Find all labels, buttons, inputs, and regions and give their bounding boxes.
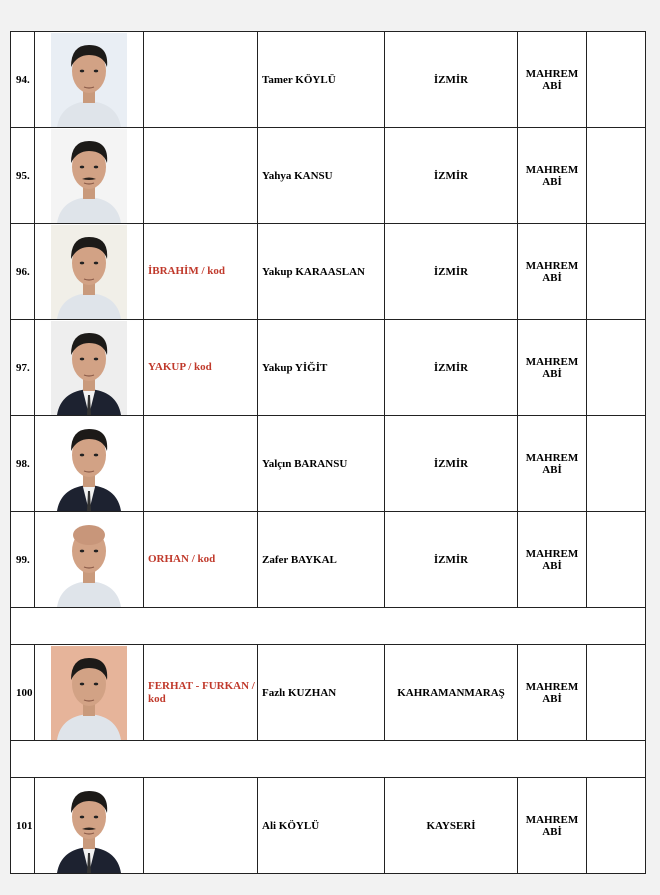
person-name: Yakup YİĞİT (258, 320, 385, 416)
person-name: Yahya KANSU (258, 128, 385, 224)
category (518, 645, 587, 741)
category-line: MAHREM (525, 163, 579, 176)
category-line: ABİ (542, 825, 562, 838)
category-line: ABİ (542, 79, 562, 92)
city: İZMİR (385, 416, 518, 512)
table-row (11, 645, 646, 741)
portrait-man-dark-jacket-photo (51, 321, 127, 415)
city: KAYSERİ (385, 778, 518, 874)
row-number: 97. (11, 320, 35, 416)
category-line: MAHREM (525, 355, 579, 368)
city: İZMİR (385, 128, 518, 224)
spacer-row (11, 741, 646, 778)
code-name (144, 128, 258, 224)
portrait-young-man-light-shirt-photo (51, 33, 127, 127)
category-line: ABİ (542, 463, 562, 476)
table-row (11, 778, 646, 874)
table-row (11, 320, 646, 416)
row-number: 100 (11, 645, 35, 741)
code-name: YAKUP / kod (144, 320, 258, 416)
photo-cell (35, 224, 144, 320)
photo-cell (35, 778, 144, 874)
photo-cell (35, 645, 144, 741)
city: İZMİR (385, 224, 518, 320)
category-line: MAHREM (525, 259, 579, 272)
city: İZMİR (385, 32, 518, 128)
category-line: MAHREM (525, 813, 579, 826)
city: İZMİR (385, 320, 518, 416)
category (518, 320, 587, 416)
category-line: ABİ (542, 175, 562, 188)
city: KAHRAMANMARAŞ (385, 645, 518, 741)
person-name: Yakup KARAASLAN (258, 224, 385, 320)
photo-cell (35, 320, 144, 416)
roster-body (11, 32, 646, 874)
category-line: MAHREM (525, 547, 579, 560)
category-line: ABİ (542, 367, 562, 380)
code-name: İBRAHİM / kod (144, 224, 258, 320)
photo-cell (35, 128, 144, 224)
row-number: 95. (11, 128, 35, 224)
row-number: 99. (11, 512, 35, 608)
spacer-row (11, 608, 646, 645)
portrait-man-warm-bg-photo (51, 646, 127, 740)
person-name: Fazlı KUZHAN (258, 645, 385, 741)
spacer-cell (11, 741, 646, 778)
category-line: ABİ (542, 271, 562, 284)
empty-cell (587, 416, 646, 512)
empty-cell (587, 32, 646, 128)
category (518, 416, 587, 512)
code-name (144, 416, 258, 512)
row-number: 96. (11, 224, 35, 320)
row-number: 101 (11, 778, 35, 874)
category-line: MAHREM (525, 451, 579, 464)
photo-cell (35, 416, 144, 512)
city: İZMİR (385, 512, 518, 608)
category-line: ABİ (542, 692, 562, 705)
row-number: 94. (11, 32, 35, 128)
person-name: Zafer BAYKAL (258, 512, 385, 608)
person-name: Ali KÖYLÜ (258, 778, 385, 874)
code-name: FERHAT - FURKAN / kod (144, 645, 258, 741)
empty-cell (587, 778, 646, 874)
table-row (11, 128, 646, 224)
code-name (144, 32, 258, 128)
category-line: ABİ (542, 559, 562, 572)
row-number: 98. (11, 416, 35, 512)
person-name: Tamer KÖYLÜ (258, 32, 385, 128)
portrait-man-suit-tie-photo (51, 417, 127, 511)
category (518, 32, 587, 128)
spacer-cell (11, 608, 646, 645)
category (518, 128, 587, 224)
code-name (144, 778, 258, 874)
empty-cell (587, 128, 646, 224)
empty-cell (587, 224, 646, 320)
empty-cell (587, 320, 646, 416)
category-line: MAHREM (525, 67, 579, 80)
portrait-bald-man-photo (51, 513, 127, 607)
category (518, 778, 587, 874)
person-name: Yalçın BARANSU (258, 416, 385, 512)
category-line: MAHREM (525, 680, 579, 693)
code-name: ORHAN / kod (144, 512, 258, 608)
roster-table (10, 31, 646, 874)
portrait-man-mustache-photo (51, 129, 127, 223)
category (518, 512, 587, 608)
portrait-man-suit-mustache-photo (51, 779, 127, 873)
table-row (11, 512, 646, 608)
photo-cell (35, 32, 144, 128)
portrait-young-man-white-bg-photo (51, 225, 127, 319)
empty-cell (587, 645, 646, 741)
table-row (11, 32, 646, 128)
empty-cell (587, 512, 646, 608)
category (518, 224, 587, 320)
table-row (11, 416, 646, 512)
photo-cell (35, 512, 144, 608)
table-row (11, 224, 646, 320)
